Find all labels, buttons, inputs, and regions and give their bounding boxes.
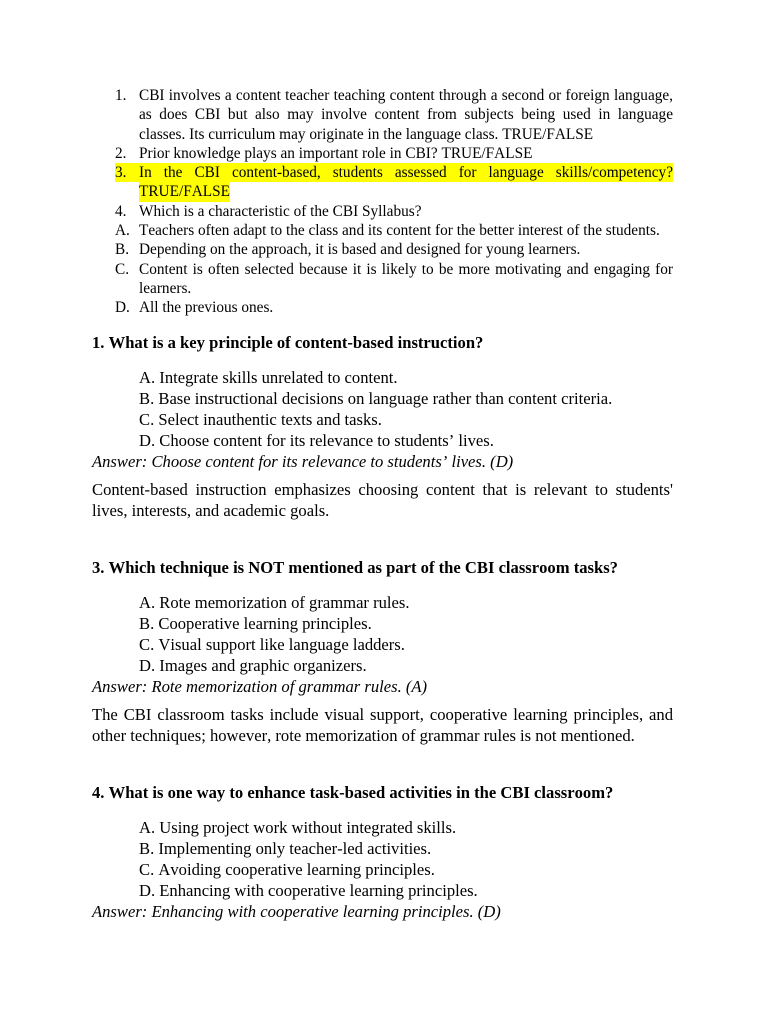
option-letter: C. — [115, 260, 130, 278]
question-heading: 3. Which technique is NOT mentioned as part of the CBI classroom tasks? — [92, 558, 618, 577]
list-item-1 — [115, 86, 673, 144]
explanation — [92, 479, 673, 521]
option-text: Implementing only teacher-led activities. — [158, 839, 432, 858]
option-letter: B. — [115, 241, 130, 259]
question-3 — [92, 557, 673, 746]
question-heading: 4. What is one way to enhance task-based activities in the CBI classroom? — [92, 783, 614, 802]
option-text: Integrate skills unrelated to content. — [159, 368, 398, 387]
answer-options — [92, 817, 673, 901]
option-text: Choose content for its relevance to students’ lives. — [159, 431, 494, 450]
option-text-line: learners. — [139, 279, 192, 297]
answer-options — [92, 592, 673, 676]
true-false-question-list — [115, 86, 673, 318]
list-option-c — [115, 260, 673, 299]
list-item-2 — [115, 144, 673, 163]
option-letter: D. — [139, 431, 156, 450]
option-text: Select inauthentic texts and tasks. — [158, 410, 382, 429]
list-item-text-line: as does CBI but also may involve content from subjects being used in language — [139, 106, 673, 124]
answer-option-c — [139, 409, 673, 430]
explanation-line: other techniques; however, rote memorization of grammar rules is not mentioned. — [92, 726, 635, 745]
option-text: Using project work without integrated skills. — [159, 818, 457, 837]
answer-option-a — [139, 817, 673, 838]
option-letter: A. — [139, 818, 156, 837]
option-letter: B. — [139, 389, 155, 408]
answer-line: Answer: Rote memorization of grammar rules. (A) — [92, 677, 428, 696]
list-item-text-line: Which is a characteristic of the CBI Syllabus? — [139, 202, 422, 220]
list-item-3-highlighted — [115, 163, 673, 202]
question-heading: 1. What is a key principle of content-based instruction? — [92, 333, 484, 352]
answer-option-d — [139, 430, 673, 451]
list-number: 4. — [115, 202, 127, 220]
answer-option-a — [139, 367, 673, 388]
explanation-line: Content-based instruction emphasizes choosing content that is relevant to students' — [92, 480, 673, 499]
option-letter: D. — [139, 881, 156, 900]
option-letter: A. — [139, 593, 156, 612]
option-letter: D. — [115, 299, 130, 317]
answer-line: Answer: Choose content for its relevance to students’ lives. (D) — [92, 452, 514, 471]
option-text-line: All the previous ones. — [139, 299, 274, 317]
option-letter: C. — [139, 410, 155, 429]
option-text: Base instructional decisions on language rather than content criteria. — [158, 389, 613, 408]
list-item-text-line: CBI involves a content teacher teaching content through a second or foreign language, — [139, 87, 673, 104]
option-text: Enhancing with cooperative learning principles. — [159, 881, 478, 900]
question-4 — [92, 782, 673, 922]
list-option-a — [115, 221, 673, 240]
list-item-text-line: In the CBI content-based, students assessed for language skills/competency? — [139, 164, 673, 182]
option-text-line: Depending on the approach, it is based and designed for young learners. — [139, 241, 581, 259]
option-text-line: Teachers often adapt to the class and its content for the better interest of the students. — [139, 222, 660, 240]
list-option-d — [115, 298, 673, 317]
answer-option-c — [139, 634, 673, 655]
question-1 — [92, 332, 673, 521]
option-text-line: Content is often selected because it is likely to be more motivating and engaging for — [139, 260, 673, 278]
explanation — [92, 704, 673, 746]
explanation-line: lives, interests, and academic goals. — [92, 501, 330, 520]
list-item-text-line: classes. Its curriculum may originate in the language class. TRUE/FALSE — [139, 125, 594, 143]
answer-option-d — [139, 655, 673, 676]
option-letter: A. — [115, 222, 130, 240]
highlighted-text: TRUE/FALSE — [139, 183, 230, 201]
option-letter: D. — [139, 656, 156, 675]
option-letter: B. — [139, 614, 155, 633]
list-number: 2. — [115, 144, 127, 162]
list-number: 1. — [115, 87, 127, 104]
list-item-text-line — [139, 182, 673, 201]
option-text: Cooperative learning principles. — [158, 614, 372, 633]
option-text: Images and graphic organizers. — [159, 656, 367, 675]
option-letter: B. — [139, 839, 155, 858]
explanation-line: The CBI classroom tasks include visual support, cooperative learning principles, and — [92, 705, 673, 724]
option-letter: A. — [139, 368, 156, 387]
option-text: Avoiding cooperative learning principles. — [158, 860, 435, 879]
answer-option-a — [139, 592, 673, 613]
option-text: Rote memorization of grammar rules. — [159, 593, 410, 612]
answer-option-d — [139, 880, 673, 901]
option-letter: C. — [139, 860, 155, 879]
answer-options — [92, 367, 673, 451]
list-item-text-line: Prior knowledge plays an important role in CBI? TRUE/FALSE — [139, 144, 533, 162]
list-item-4 — [115, 202, 673, 221]
answer-option-b — [139, 388, 673, 409]
option-letter: C. — [139, 635, 155, 654]
list-option-b — [115, 240, 673, 259]
answer-line: Answer: Enhancing with cooperative learning principles. (D) — [92, 902, 501, 921]
list-number: 3. — [115, 163, 139, 182]
answer-option-b — [139, 838, 673, 859]
option-text: Visual support like language ladders. — [158, 635, 405, 654]
answer-option-c — [139, 859, 673, 880]
answer-option-b — [139, 613, 673, 634]
